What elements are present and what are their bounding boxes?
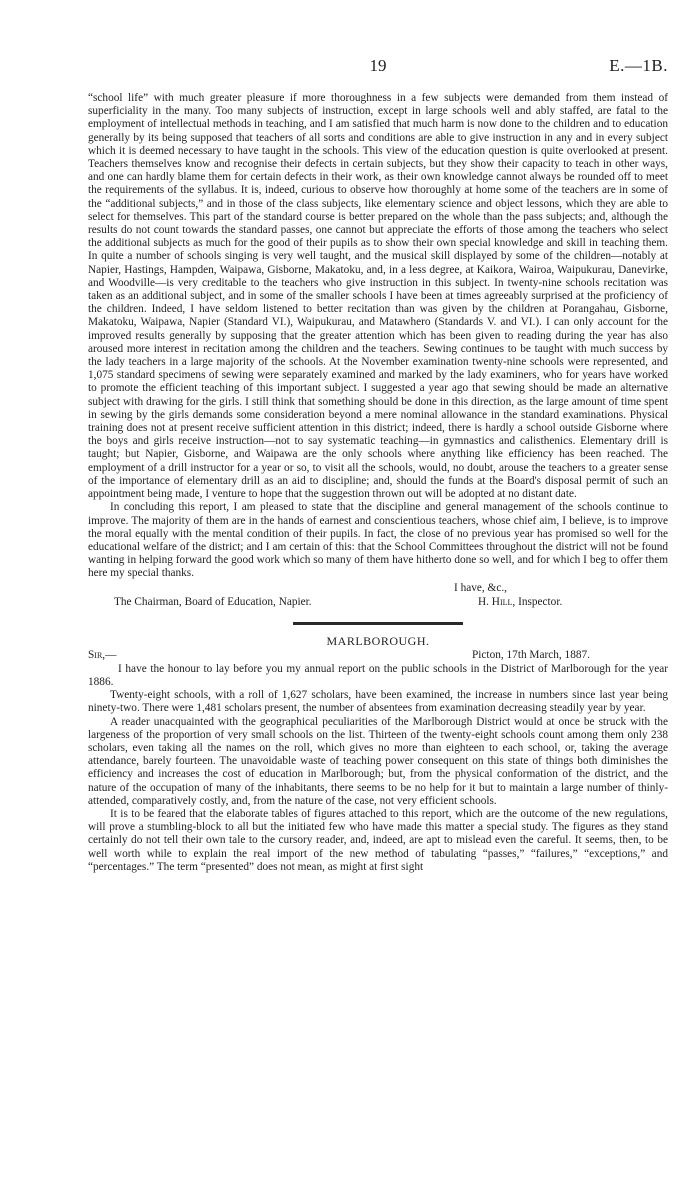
paragraph-honour: I have the honour to lay before you my annual report on the public schools in the District of Marlborough for the year 1886. xyxy=(88,662,668,688)
section-divider xyxy=(293,622,463,625)
paragraph-conclusion: In concluding this report, I am pleased to state that the discipline and general management of the schools continue to improve. The majority of them are in the hands of earnest and conscientious teachers, whose chief aim, I believe, is to improve the moral equally with the mental condition of their pupils. In fact, the close of no previous year has promised so well for the educational welfare of the district; and I am certain of this: that the School Committees throughout the district will not be found wanting in helping forward the good work which so many of them have hitherto done so well, and for which I beg to offer them here my special thanks. xyxy=(88,501,668,580)
paragraph-small-schools: A reader unacquainted with the geographical peculiarities of the Marlborough District would at once be struck with the largeness of the proportion of very small schools on the list. Thirteen of the twenty-eight schools count among them only 238 scholars, even taking all the names on the roll, which gives no more than eighteen to each school, or, taking the average attendance, barely fourteen. The unavoidable waste of teaching power consequent on this state of things both diminishes the efficiency and increases the cost of education in Marlborough; but, from the physical conformation of the district, and the nature of the occupation of many of the inhabitants, there seems to be no help for it but to maintain a large number of thinly-attended, comparatively costly, and, from the nature of the case, not very efficient schools. xyxy=(88,715,668,807)
closing-signature xyxy=(478,596,562,609)
signature-title: Inspector. xyxy=(518,595,563,608)
report-body xyxy=(88,92,668,874)
salutation: Sir,— xyxy=(88,648,117,661)
paragraph-schools-roll: Twenty-eight schools, with a roll of 1,627 scholars, have been examined, the increase in numbers since last year being ninety-two. There were 1,481 scholars present, the number of absentees from examination decreasing steadily year by year. xyxy=(88,689,668,715)
page-header xyxy=(88,56,668,76)
salutation-row xyxy=(88,649,668,663)
paragraph-school-life: “school life” with much greater pleasure if more thoroughness in a few subjects were demanded from them instead of superficiality in the many. Too many subjects of instruction, except in large schools well and ably staffed, are fatal to the employment of intellectual methods in teaching, and I am satisfied that much harm is now done to the children and to education generally by its being supposed that teachers of all sorts and conditions are able to give instruction in any and in every subject which it is deemed necessary to have taught in the schools. This view of the education question is quite overlooked at present. Teachers themselves know and recognise their defects in certain subjects, but they show their capacity to teach in other ways, and one can hardly blame them for certain defects in their work, as their own knowledge cannot always be rounded off to meet the requirements of the syllabus. It is, indeed, curious to observe how thoroughly at home some of the teachers are in some of the “additional subjects,” and in those of the class subjects, like elementary science and object lessons, which they are able to select for themselves. This part of the standard course is better prepared on the whole than the pass subjects; and, although the results do not count towards the standard passes, one cannot but appreciate the efforts of those among the teachers who select the additional subjects as much for the good of their pupils as to show their own special knowledge and skill in teaching them. In quite a number of schools singing is very well taught, and the musical skill displayed by some of the children—notably at Napier, Hastings, Hampden, Waipawa, Gisborne, Makatoku, and, in a less degree, at Kaikora, Wairoa, Waipukurau, Danevirke, and Woodville—is very creditable to the teachers who give instruction in this subject. In twenty-nine schools recitation was taken as an additional subject, and in some of the smaller schools I have been at times agreeably surprised at the proficiency of the children. Indeed, I have seldom listened to better recitation than was given by the children at Porangahau, Gisborne, Makatoku, Waipawa, Napier (Standard VI.), Waipukurau, and Matawhero (Standards V. and VI.). I can only account for the improved results generally by supposing that the greater attention which has been given to reading during the year has also aroused more interest in recitation among the children and the teachers. Sewing continues to be taught with much success by the lady teachers in a large majority of the schools. At the November examination twenty-nine schools were represented, and 1,075 standard specimens of sewing were separately examined and marked by the lady examiners, who for years have worked to promote the efficient teaching of this important subject. I suggested a year ago that sewing should be made an alternative subject with drawing for the girls. I still think that something should be done in this direction, as the large amount of time spent in sewing by the girls demands some consideration beyond a mere nominal allowance in the standard examinations. Physical training does not at present receive sufficient attention in this district; indeed, there is hardly a school outside Gisborne where the boys and girls receive instruction—not to say systematic teaching—in gymnastics and calisthenics. Elementary drill is taught; but Napier, Gisborne, and Waipawa are the only schools where anything like efficiency has been reached. The employment of a drill instructor for a year or so, to visit all the schools, would, no doubt, arouse the teachers to a greater sense of the importance of elementary drill as an aid to discipline; and, should the funds at the Board's disposal permit of such an appointment being made, I venture to hope that the suggestion thrown out will be adopted at no distant date. xyxy=(88,92,668,501)
page-number: 19 xyxy=(369,56,387,75)
page-code: E.—1B. xyxy=(609,56,668,75)
report-date: Picton, 17th March, 1887. xyxy=(472,648,590,661)
section-title: MARLBOROUGH. xyxy=(326,633,430,648)
paragraph-tables: It is to be feared that the elaborate tables of figures attached to this report, which are the outcome of the new regulations, will prove a stumbling-block to all but the initiated few who have made this matter a special study. The figures as they stand certainly do not tell their own tale to the cursory reader, and, indeed, are apt to mislead even the careful. It seems, then, to be well worth while to explain the real import of the new method of tabulating “passes,” “failures,” “exceptions,” and “percentages.” The term “presented” does not mean, as might at first sight xyxy=(88,807,668,873)
closing-addressee: The Chairman, Board of Education, Napier. xyxy=(114,595,312,608)
closing-have: I have, &c., xyxy=(454,581,508,594)
report-closing xyxy=(88,582,668,610)
signature-name: H. Hill, xyxy=(478,595,516,608)
